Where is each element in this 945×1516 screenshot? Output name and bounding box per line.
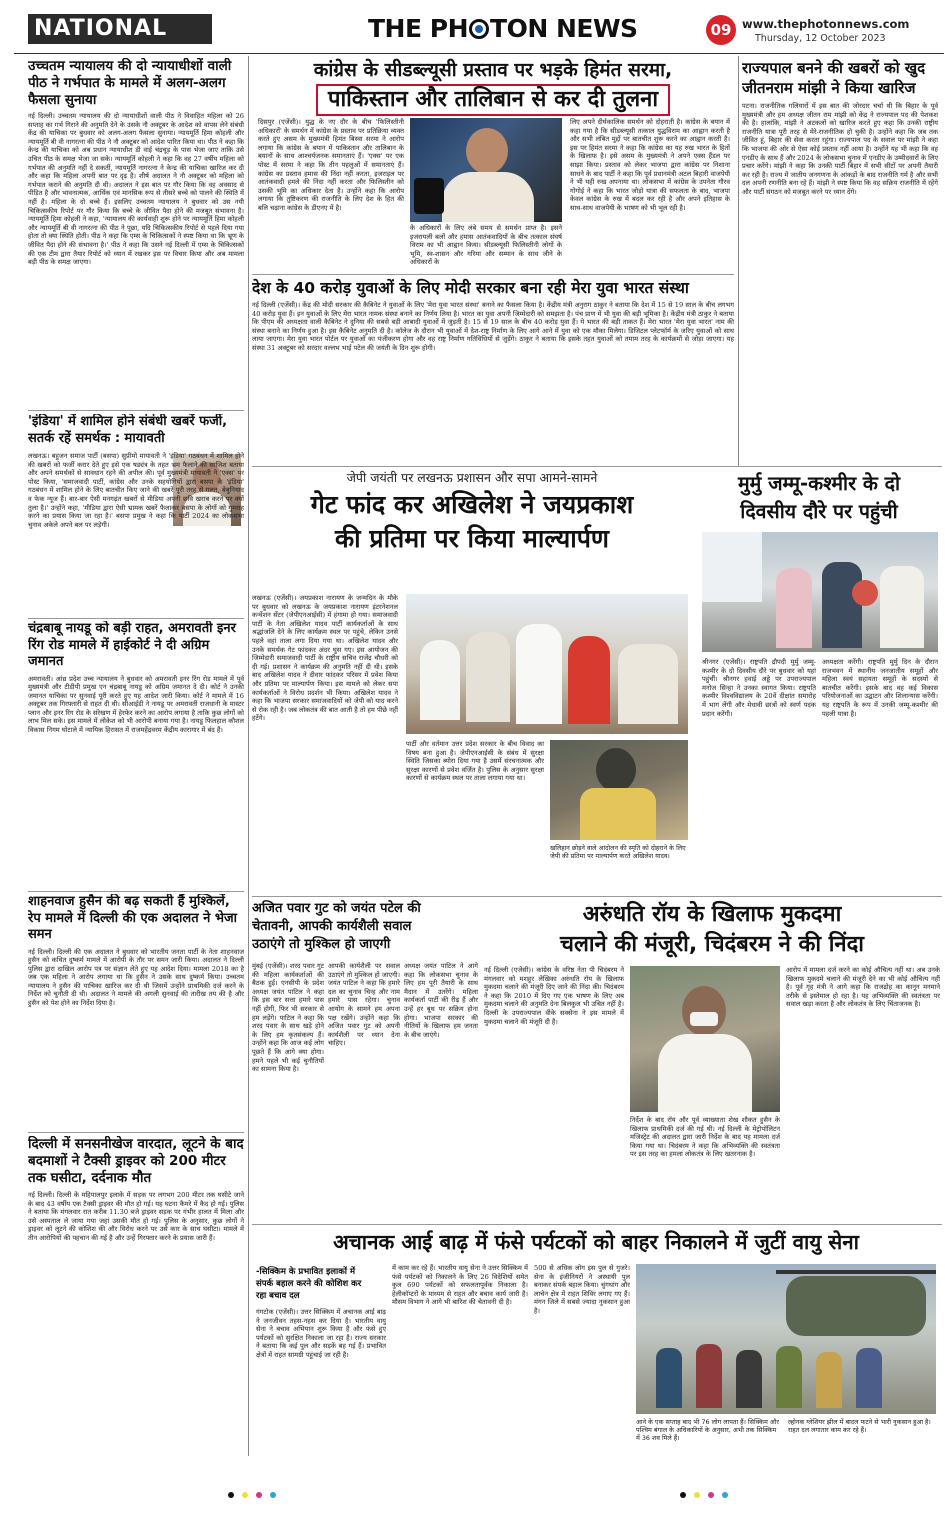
camera-icon bbox=[469, 19, 489, 39]
kicker-line-1: -सिक्किम के प्रभावित इलाकों में bbox=[256, 1267, 356, 1277]
issue-date: Thursday, 12 October 2023 bbox=[755, 33, 886, 44]
headline-line-1: अरुंधति रॉय के खिलाफ मुकदमा bbox=[582, 902, 842, 927]
himanta-photo bbox=[410, 118, 562, 222]
photo-caption-left: आने के एक सप्ताह बाद भी 76 लोग लापता हैं। सिक्किम और पश्चिम बंगाल के अधिकारियों के अनुसार, अभी तक सिक्किम में 36 शव मिले हैं। bbox=[636, 1418, 780, 1442]
section-label bbox=[28, 14, 212, 44]
section-rule bbox=[252, 1224, 942, 1225]
article-body: अमरावती। आंध्र प्रदेश उच्च न्यायालय ने बुधवार को अमरावती इनर रिंग रोड मामले में पूर्व मुख्यमंत्री और टीडीपी प्रमुख एन चंद्रबाबू नायडू को अग्रिम जमानत दे दी। कोर्ट ने उनकी जमानत याचिका पर सुनवाई पूरी करते हुए यह आदेश जारी किया। कोर्ट ने मामले में 16 अक्टूबर तक गिरफ्तारी से राहत दी थी। सीआईडी ने नायडू पर अमरावती राजधानी के मास्टर प्लान और इनर रिंग रोड के संरेखण में हेरफेर करने का आरोप लगाया है ताकि कुछ लोगों को लाभ मिल सके। इस मामले में लोकेश को भी आरोपी बनाया गया है। नायडू फिलहाल कौशल विकास निगम घोटाले में न्यायिक हिरासत में राजमहेंद्रवरम केंद्रीय कारागार में बंद हैं। bbox=[28, 674, 244, 735]
headline-line-2: की प्रतिमा पर किया माल्यार्पण bbox=[334, 524, 610, 553]
article-body-col-3: 500 से अधिक लोग इस पुल से गुजरे। सेना के इंजीनियरों ने अस्थायी पुल बनाकर संपर्क बहाल किया। चुंगथांग और लाचेन क्षेत्र में राहत शिविर लगाए गए हैं। मंगन जिले में सबसे ज्यादा नुकसान हुआ है। bbox=[534, 1264, 630, 1315]
article-body-col-3: आरोप में मामला दर्ज करने का कोई औचित्य नहीं था। अब उनके खिलाफ मुकदमे चलाने की मंजूरी देने का भी कोई औचित्य नहीं है। पूर्व गृह मंत्री ने आगे कहा कि राजद्रोह का कानून मनमाने तरीके से इस्तेमाल हो रहा है। यह अभिव्यक्ति की स्वतंत्रता पर सवाल खड़ा करता है और लोकतंत्र के लिए चिंताजनक है। bbox=[786, 966, 940, 1009]
column-divider-left bbox=[248, 56, 249, 1456]
article-body: नई दिल्ली। दिल्ली की एक अदालत ने बुधवार को भारतीय जनता पार्टी के नेता शाहनवाज हुसैन को कथित दुष्कर्म मामले में आरोपी के तौर पर समन जारी किया। अदालत ने दिल्ली पुलिस द्वारा दाखिल आरोप पत्र पर संज्ञान लेते हुए यह आदेश दिया। मामला 2018 का है जब एक महिला ने आरोप लगाया था कि हुसैन ने उसके साथ दुष्कर्म किया। उच्चतम न्यायालय ने हुसैन की याचिका खारिज कर दी थी जिसमें उन्होंने प्राथमिकी दर्ज करने के निर्देश को चुनौती दी थी। अदालत ने मामले की अगली सुनवाई की तारीख तय की है और हुसैन को पेश होने का निर्देश दिया है। bbox=[28, 947, 244, 1008]
headline-line-2: चलाने की मंजूरी, चिदंबरम ने की निंदा bbox=[559, 932, 865, 957]
title-part-left: THE PH bbox=[368, 14, 469, 43]
section-rule bbox=[252, 466, 942, 467]
headline: अचानक आई बाढ़ में फंसे पर्यटकों को बाहर निकालने में जुटीं वायु सेना bbox=[333, 1230, 859, 1254]
section-rule bbox=[28, 410, 244, 411]
headline-line-2: चेतावनी, आपकी कार्यशैली सवाल bbox=[252, 919, 412, 934]
article-body-col-2: पार्टी और वर्तमान उत्तर प्रदेश सरकार के बीच विवाद का विषय बना हुआ है। जेपीएनआईसी के संबंध में सुरक्षा स्थिति जिसका ब्योरा दिया गया है उसमें संरचनात्मक और सुरक्षा कारणों से प्रवेश वर्जित है। पुलिस के अनुसार सुरक्षा कारणों से कार्यक्रम स्थल पर ताला लगाया गया था। bbox=[406, 740, 544, 783]
article-body: नई दिल्ली (एजेंसी)। केंद्र की मोदी सरकार की कैबिनेट ने युवाओं के लिए 'मेरा युवा भारत संस्था' बनाने का फैसला किया है। केंद्रीय मंत्री अनुराग ठाकुर ने बताया कि देश में 15 से 19 साल के बीच लगभग 40 करोड़ युवा हैं। इन युवाओं के लिए मेरा भारत नामक संस्था बनाने का निर्णय लिया है। भारत का युवा अपनी जिम्मेदारी को समझता है। पंच प्राण में भी युवा की बड़ी भूमिका है। केंद्रीय मंत्री ठाकुर ने बताया कि पीएम की अध्यक्षता वाली कैबिनेट ने दुनिया की सबसे बड़ी आबादी युवाओं में जुड़ती है। 15 से 19 साल के बीच 40 करोड़ युवा हैं। ये भारत की बड़ी ताकत हैं। मेरा भारत 'मेरा युवा भारत' नाम की संस्था बनाने का निर्णय हुआ है। इस कैबिनेट अनुमति दी है। कॉलेज के दौरान भी युवाओं में देश-राष्ट्र निर्माण के लिए आगे आने में युवा को एक मौका मिलेगा। डिजिटल प्लेटफॉर्म के जरिए युवाओं को साथ लाया जाएगा। मेरा युवा भारत पोर्टल पर युवाओं का पंजीकरण होगा और वह राष्ट्र निर्माण गतिविधियों से जुड़ेंगे। ठाकुर ने बताया कि इसके तहत युवाओं को तमाम तरह के कार्यक्रमों से जोड़ा जाएगा। यह संस्था 31 अक्टूबर को सरदार वल्लभ भाई पटेल की जयंती के दिन शुरू होगी। bbox=[252, 301, 734, 352]
article-body-col-1: दिसपुर (एजेंसी)। युद्ध के नए दौर के बीच 'फिलिस्तीनी अधिकारों' के समर्थन में कांग्रेस के प्रस्ताव पर प्रतिक्रिया व्यक्त करते हुए असम के मुख्यमंत्री हिमंत बिस्वा सरमा ने आरोप लगाया कि कांग्रेस के बयान में पाकिस्तान और तालिबान के बयानों के साथ आश्चर्यजनक समानताएं हैं। 'एक्स' पर एक पोस्ट में सरमा ने कहा कि तीन पहलुओं में समानताएं हैं। कांग्रेस का प्रस्ताव हमास की निंदा नहीं करता, इजराइल पर आतंकवादी हमले की निंदा नहीं करता और फिलिस्तीन को उसकी भूमि का अधिकार देता है। उन्होंने कहा कि आरोप लगाया कि तुष्टिकरण की राजनीति के लिए देश के हित की बलि चढ़ाना कांग्रेस के डीएनए में है। bbox=[258, 118, 404, 212]
newspaper-title[interactable] bbox=[368, 13, 698, 45]
article-body-col-1: मुंबई (एजेंसी)। शरद पवार गुट की महिला कार्यकर्ताओं की बैठक हुई। एनसीपी के प्रदेश अध्यक्ष जयंत पाटिल ने कहा कि इस बार सत्ता हमारे पास नहीं होगी, फिर भी सरकार से हम लड़ेंगे। पाटिल ने कहा कि शरद पवार के साथ खड़े होने के लिए हम कृतसंकल्प हैं। उन्होंने कहा कि आज कई लोग पूछते हैं कि आगे क्या होगा। हमने पहले भी कई चुनौतियों का सामना किया है। bbox=[252, 962, 324, 1074]
article-sikkim-flood bbox=[252, 1228, 940, 1458]
article-body-col-3: लिए अपने दीर्घकालिक समर्थन को दोहराती है। कांग्रेस के बयान में कहा गया है कि सीडब्ल्यूसी तत्काल युद्धविराम का आह्वान करती है और सभी लंबित मुद्दों पर बातचीत शुरू करने का आह्वान करती है। इस पर हिमंत सरमा ने कहा कि कांग्रेस का यह रुख भारत के हितों के खिलाफ है। इसे असम के मुख्यमंत्री ने अपने एक्स हैंडल पर साझा किया। प्रस्ताव को लेकर भाजपा द्वारा कांग्रेस पर निशाना साधने के बाद पार्टी ने कहा कि पूर्व प्रधानमंत्री अटल बिहारी वाजपेयी ने भी यही रुख अपनाया था। लोकसभा में कांग्रेस के उपनेता गौरव गोगोई ने कहा कि भारत जोड़ो यात्रा की सफलता के बाद, भाजपा केवल कांग्रेस के रुख में बदल कर रही है और अपने इतिहास के साथ-साथ वाजपेयी के भाषण को भी भूल रही है। bbox=[570, 118, 730, 212]
article-mayawati bbox=[28, 414, 244, 616]
chidambaram-photo bbox=[630, 966, 780, 1112]
masthead bbox=[0, 0, 945, 52]
article-taxi-driver bbox=[28, 1136, 244, 1458]
title-part-right: TON NEWS bbox=[490, 14, 638, 43]
article-body-col-2: निर्देश के बाद रॉय और पूर्व व्याख्याता शेख शौकत हुसैन के खिलाफ प्राथमिकी दर्ज की गई थी। नई दिल्ली के मेट्रोपॉलिटन मजिस्ट्रेट की अदालत द्वारा जारी निर्देश के बाद यह मामला दर्ज किया गया था। चिदंबरम ने कहा कि अभिव्यक्ति की स्वतंत्रता पर इस तरह का हमला लोकतंत्र के लिए खतरनाक है। bbox=[630, 1116, 780, 1159]
article-mera-yuva-bharat bbox=[252, 278, 734, 464]
section-rule bbox=[28, 1132, 244, 1133]
headline: 'इंडिया' में शामिल होने संबंधी खबरें फर्जी, सतर्क रहें समर्थक : मायावती bbox=[28, 414, 228, 446]
section-name: NATIONAL bbox=[34, 16, 168, 41]
page-number: 09 bbox=[710, 21, 732, 39]
article-body: नई दिल्ली। उच्चतम न्यायालय की दो न्यायाधीशों वाली पीठ ने विवाहित महिला को 26 सप्ताह का गर्भ गिराने की अनुमति देने के उसके नौ अक्टूबर के आदेश को वापस लेने संबंधी केंद्र की याचिका पर बुधवार को अलग-अलग फैसला सुनाया। न्यायमूर्ति हिमा कोहली और न्यायमूर्ति बी वी नागरत्ना की पीठ ने नौ अक्टूबर को आदेश पारित किया था। पीठ ने कहा कि केन्द्र की याचिका को अब प्रधान न्यायाधीश डी वाई चंद्रचूड़ के पास भेजा जाए ताकि उसे उचित पीठ के समक्ष भेजा जा सके। न्यायमूर्ति कोहली ने कहा कि वह 27 वर्षीय महिला को गर्भपात की अनुमति नहीं दे सकतीं, न्यायमूर्ति नागरत्ना ने केन्द्र की याचिका खारिज कर दी और कहा कि महिला अपनी बात पर दृढ़ है। शीर्ष अदालत ने नौ अक्टूबर को महिला को गर्भपात कराने की अनुमति दी थी। अदालत ने इस बात पर गौर किया कि वह अवसाद से पीड़ित है और भावनात्मक, आर्थिक एवं मानसिक रूप से तीसरे बच्चे को पालने की स्थिति में नहीं है। महिला के दो बच्चे हैं। इसलिए उच्चतम न्यायालय ने बुधवार को उस नयी चिकित्सकीय रिपोर्ट पर गौर किया कि बच्चे के जीवित पैदा होने की मजबूत संभावना है। न्यायमूर्ति हिमा कोहली ने कहा, 'न्यायालय की कार्यवाही शुरू होने पर न्यायमूर्ति हिमा कोहली और न्यायमूर्ति बी वी नागरत्ना की पीठ ने पूछा, यदि चिकित्सकीय रिपोर्ट से पहले दिया गया होता तो क्या स्थिति होती। पीठ ने कहा कि एम्स के चिकित्सकों ने स्पष्ट किया था कि भ्रूण के जीवित पैदा होने की संभावना है।' पीठ ने कहा कि उसने नई दिल्ली में एम्स के चिकित्सकों की एक टीम द्वारा तैयार रिपोर्ट को ध्यान में रखकर इस पर विचार किया और अब मामला बड़ी पीठ के समक्ष जाएगा। bbox=[28, 112, 244, 267]
headline: शाहनवाज हुसैन की बढ़ सकती हैं मुश्किलें, रेप मामले में दिल्ली की एक अदालत ने भेजा समन bbox=[28, 894, 238, 942]
article-body: पटना। राजनीतिक गलियारों में इस बात की जोरदार चर्चा थी कि बिहार के पूर्व मुख्यमंत्री और हम अध्यक्ष जीतन राम मांझी को केंद्र ने राज्यपाल पद की पेशकश की है। हालांकि, मांझी ने अटकलों को खारिज करते हुए कहा कि उनकी राष्ट्रीय राजनीति यात्रा पूरी तरह से मेरे-राजनीतिक हो चुकी है। उन्होंने कहा कि जब तक जीवित हूं, बिहार की सेवा करता रहूंगा। राज्यपाल पद के सवाल पर मांझी ने कहा कि भाजपा की ओर से ऐसा कोई प्रस्ताव नहीं आया है। उन्होंने यह भी कहा कि वह एनडीए के साथ हैं और 2024 के लोकसभा चुनाव में एनडीए के उम्मीदवारों के लिए प्रचार करेंगे। मांझी ने कहा कि उनकी पार्टी बिहार में सभी सीटों पर अपनी तैयारी कर रही है। राज्य में जातीय जनगणना के आंकड़ों के बाद राजनीति गर्म है और सभी दल अपनी रणनीति बना रहे हैं। मांझी ने स्पष्ट किया कि वह सक्रिय राजनीति में रहेंगे और पार्टी संगठन को मजबूत करने पर ध्यान देंगे। bbox=[742, 102, 938, 196]
photo-caption: खलिहान छोड़ने वाले आंदोलन की स्मृति को दोहराने के लिए जेपी की प्रतिमा पर माल्यार्पण करते अखिलेश यादव। bbox=[550, 844, 686, 860]
article-body-col-1: गंगटोक (एजेंसी)। उत्तर सिक्किम में अचानक आई बाढ़ ने जनजीवन तहस-नहस कर दिया है। भारतीय वायु सेना ने बचाव अभियान शुरू किया है और फंसे हुए पर्यटकों को सुरक्षित निकाला जा रहा है। राज्य सरकार ने बताया कि कई पुल और सड़कें बह गई हैं। प्रभावित क्षेत्रों में राहत सामग्री पहुंचाई जा रही है। bbox=[256, 1308, 386, 1359]
article-body-col-2: के अधिकारों के लिए लंबे समय से समर्थन प्राप्त है। इसने इजरायली बलों और हमास आतंकवादियों के बीच तत्काल संघर्ष विराम का भी आह्वान किया। सीडब्ल्यूसी फिलिस्तीनी लोगों के भूमि, स्व-शासन और गरिमा और सम्मान के साथ जीने के अधिकारों के bbox=[410, 224, 562, 267]
column-divider-right bbox=[738, 56, 739, 466]
article-ajit-pawar bbox=[252, 900, 478, 1222]
article-shahnawaz bbox=[28, 894, 244, 1130]
headline: देश के 40 करोड़ युवाओं के लिए मोदी सरकार बना रही मेरा युवा भारत संस्था bbox=[252, 279, 689, 297]
airforce-helicopter-photo bbox=[636, 1264, 936, 1414]
akhilesh-photo-crowd bbox=[406, 594, 688, 734]
article-arundhati-roy bbox=[484, 900, 940, 1222]
article-body-col-2: अध्यक्षता करेंगी। राष्ट्रपति मुर्मु दिन के दौरान राजभवन में स्थानीय जनजातीय समूहों और महिला स्वयं सहायता समूहों के सदस्यों से बातचीत करेंगी। इसके बाद वह कई विकास परियोजनाओं का उद्घाटन और शिलान्यास करेंगी। यह राष्ट्रपति के रूप में उनकी जम्मू-कश्मीर की पहली यात्रा है। bbox=[822, 658, 938, 718]
print-register-marks bbox=[228, 1488, 728, 1502]
page-number-badge bbox=[706, 15, 736, 45]
headline: दिल्ली में सनसनीखेज वारदात, लूटने के बाद बदमाशों ने टैक्सी ड्राइवर को 200 मीटर तक घसीटा, दर्दनाक मौत bbox=[28, 1136, 244, 1186]
photo-caption-right: ल्होनक ग्लेशियर झील में बादल फटने से भारी नुकसान हुआ है। राहत दल लगातार काम कर रहे हैं। bbox=[788, 1418, 931, 1434]
article-body: नई दिल्ली। दिल्ली के महिपालपुर इलाके में सड़क पर लगभग 200 मीटर तक घसीटे जाने के बाद 43 वर्षीय एक टैक्सी ड्राइवर की मौत हो गई। यह घटना कैमरे में कैद हो गई। पुलिस ने बताया कि मंगलवार रात करीब 11.30 बजे ड्राइवर सड़क पर गंभीर हालत में मिला और उसे अस्पताल ले जाया गया जहां उसकी मौत हो गई। पुलिस के अनुसार, कुछ लोगों ने ड्राइवर को लूटने की कोशिश की और विरोध करने पर उसे कार के साथ घसीटा। मामले में तीन आरोपियों की पहचान की गई है और उन्हें गिरफ्तार करने के प्रयास जारी हैं। bbox=[28, 1191, 244, 1242]
article-body-col-1: नई दिल्ली (एजेंसी)। कांग्रेस के वरिष्ठ नेता पी चिदंबरम ने मंगलवार को मशहूर लेखिका अरुंधति रॉय के खिलाफ मुकदमा चलाने की मंजूरी दिए जाने की निंदा की। चिदंबरम ने कहा कि 2010 में दिए गए एक भाषण के लिए अब मुकदमा चलाने की अनुमति देना बिलकुल भी उचित नहीं है। दिल्ली के उपराज्यपाल वीके सक्सेना ने इस मामले में मुकदमा चलाने की मंजूरी दी है। bbox=[484, 966, 624, 1026]
headline-line-1: गेट फांद कर अखिलेश ने जयप्रकाश bbox=[310, 490, 634, 519]
article-body-col-3: अध्यक्ष जयंत पाटिल ने आगे कहा कि लोकसभा चुनाव के लिए हम पूरी तैयारी के साथ मैदान में उतरेंगे। महिला कार्यकर्ता पार्टी की रीढ़ हैं और उन्हें हर बूथ पर सक्रिय होना होगा। भाजपा सरकार की नीतियों के खिलाफ हम जनता के बीच जाएंगे। bbox=[404, 962, 478, 1039]
section-rule bbox=[28, 891, 244, 892]
headline-line-1: मुर्मु जम्मू-कश्मीर के दो bbox=[737, 472, 901, 495]
article-abortion-ruling bbox=[28, 58, 244, 408]
article-body-col-1: लखनऊ (एजेंसी)। जयप्रकाश नारायण के जन्मदिन के मौके पर बुधवार को लखनऊ के जयप्रकाश नारायण इंटरनेशनल कन्वेंशन सेंटर (जेपीएनआईसी) में हंगामा हो गया। समाजवादी पार्टी के नेता अखिलेश यादव पार्टी कार्यकर्ताओं के साथ श्रद्धांजलि देने के लिए कार्यक्रम स्थल पर पहुंचे, लेकिन उनसे पहले वहां ताला लगा दिया गया था। अखिलेश यादव और उनके समर्थक गेट फांदकर अंदर घुस गए। इस आयोजन की जिम्मेदारी समाजवादी पार्टी के राष्ट्रीय सचिव राजेंद्र चौधरी को दी गई। प्रशासन ने कार्यक्रम की अनुमति नहीं दी थी। इसके बाद अखिलेश यादव ने दीवार फांदकर परिसर में प्रवेश किया और प्रतिमा पर माल्यार्पण किया। इस मामले को लेकर सपा कार्यकर्ताओं ने विरोध प्रदर्शन भी किया। अखिलेश यादव ने कहा कि भाजपा सरकार समाजवादियों को जेपी को याद करने से रोक रही है। जब लोकतंत्र की बात आती है तो हम पीछे नहीं हटेंगे। bbox=[252, 594, 398, 723]
murmu-arrival-photo bbox=[702, 532, 938, 652]
article-akhilesh bbox=[252, 470, 692, 894]
article-naidu bbox=[28, 621, 244, 889]
section-rule bbox=[252, 274, 734, 275]
article-manjhi bbox=[742, 58, 938, 464]
article-body: लखनऊ। बहुजन समाज पार्टी (बसपा) सुप्रीमो मायावती ने 'इंडिया' गठबंधन में शामिल होने की खबरों को फर्जी करार देते हुए इसे एक षड्यंत्र के तहत भ्रम फैलाने की साजिश बताया और अपने समर्थकों से सावधान रहने की अपील की। पूर्व मुख्यमंत्री मायावती ने 'एक्स' पर पोस्ट किया, 'समाजवादी पार्टी, कांग्रेस और उनके सहयोगियों द्वारा बसपा के 'इंडिया' गठबंधन में शामिल होने के लिए बातचीत किए जाने की खबरें पूरी तरह से गलत, बेबुनियाद व फेक न्यूज हैं। बार-बार ऐसी मनगढ़ंत खबरों से मीडिया अपनी छवि खराब करने पर क्यों तुला है।' उन्होंने कहा, 'मीडिया द्वारा ऐसी भ्रामक खबरें फैलाकर बसपा के लोगों को गुमराह करने का प्रयास किया जा रहा है।' बसपा प्रमुख ने कहा कि पार्टी 2024 का लोकसभा चुनाव अकेले अपने बल पर लड़ेगी। bbox=[28, 452, 244, 529]
headline-line-1: कांग्रेस के सीडब्ल्यूसी प्रस्ताव पर भड़के हिमंत सरमा, bbox=[313, 59, 673, 81]
headline: राज्यपाल बनने की खबरों को खुद जीतनराम मांझी ने किया खारिज bbox=[742, 59, 926, 97]
kicker-line-2: संपर्क बहाल करने की कोशिश कर bbox=[256, 1279, 362, 1289]
headline-line-1: अजित पवार गुट को जयंत पटेल की bbox=[252, 901, 421, 916]
headline-line-2-text: पाकिस्तान और तालिबान से कर दी तुलना bbox=[316, 84, 670, 116]
jp-statue-photo bbox=[550, 740, 688, 840]
article-himanta bbox=[252, 58, 734, 272]
section-rule bbox=[252, 896, 942, 897]
website-url[interactable]: www.thephotonnews.com bbox=[742, 17, 910, 31]
section-rule bbox=[28, 618, 244, 619]
article-body-col-2: आपकी कार्यशैली पर सवाल उठाएंगे तो मुश्किल हो जाएगी। जयंत पाटिल ने कहा कि हमारे दल का चुनाव चिन्ह और नाम हमारे पास रहेगा। चुनाव आयोग के सामने हम अपना पक्ष रखेंगे। उन्होंने कहा कि अजित पवार गुट को अपनी कार्यशैली पर ध्यान देना चाहिए। bbox=[328, 962, 400, 1048]
masthead-rule bbox=[14, 53, 944, 54]
headline: उच्चतम न्यायालय की दो न्यायाधीशों वाली पीठ ने गर्भपात के मामले में अलग-अलग फैसला सुनाया bbox=[28, 58, 232, 108]
headline-line-2 bbox=[252, 84, 734, 116]
kicker: जेपी जयंती पर लखनऊ प्रशासन और सपा आमने-सामने bbox=[346, 470, 598, 485]
headline-line-2: दिवसीय दौरे पर पहुंची bbox=[740, 500, 898, 523]
headline-line-3: उठाएंगे तो मुश्किल हो जाएगी bbox=[252, 937, 391, 952]
article-body-col-1: श्रीनगर (एजेंसी)। राष्ट्रपति द्रौपदी मुर्मु जम्मू-कश्मीर के दो दिवसीय दौरे पर बुधवार को यहां पहुंचीं। श्रीनगर हवाई अड्डे पर उपराज्यपाल मनोज सिन्हा ने उनका स्वागत किया। राष्ट्रपति कश्मीर विश्वविद्यालय के 20वें दीक्षांत समारोह में भाग लेंगी और मेधावी छात्रों को स्वर्ण पदक प्रदान करेंगी। bbox=[702, 658, 816, 718]
article-murmu bbox=[698, 470, 940, 894]
article-body-col-2: में काम कर रहे हैं। भारतीय वायु सेना ने उत्तर सिक्किम में फंसे पर्यटकों को निकालने के लिए 26 विदेशियों समेत कुल 690 पर्यटकों को सफलतापूर्वक निकाला है। हेलीकॉप्टरों के माध्यम से राहत और बचाव कार्य जारी है। मौसम विभाग ने आगे भी बारिश की चेतावनी दी है। bbox=[392, 1264, 528, 1307]
headline: चंद्रबाबू नायडू को बड़ी राहत, अमरावती इनर रिंग रोड मामले में हाईकोर्ट ने दी अग्रिम जमानत bbox=[28, 621, 236, 669]
kicker-line-3: रहा बचाव दल bbox=[256, 1291, 300, 1301]
